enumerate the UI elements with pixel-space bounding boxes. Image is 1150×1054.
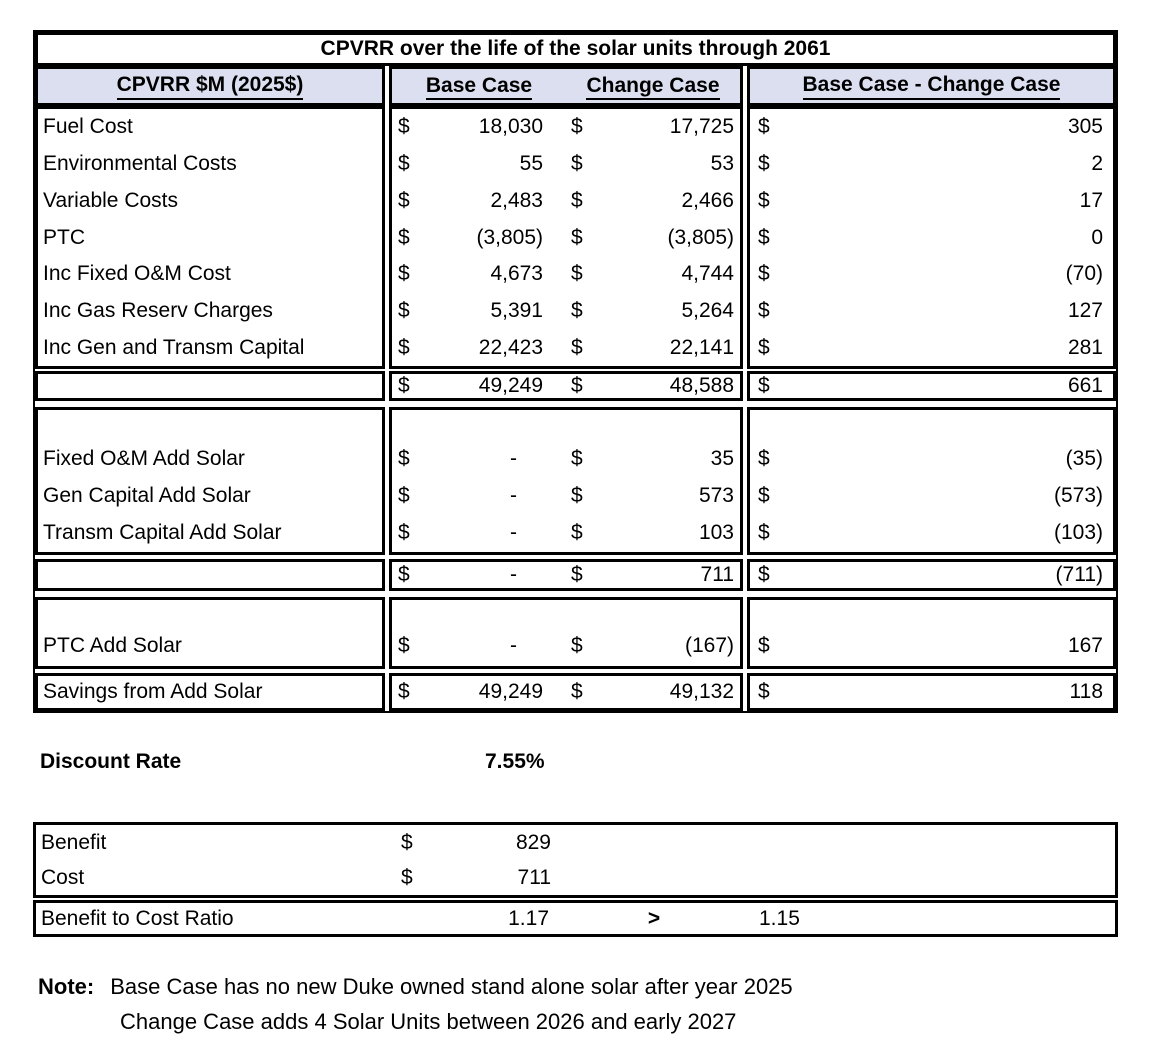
change-value: (167) <box>684 634 734 657</box>
base-value: - <box>510 521 517 545</box>
currency-symbol: $ <box>758 446 770 470</box>
diff-value: (103) <box>1053 521 1103 545</box>
row-label: Environmental Costs <box>43 152 237 176</box>
currency-symbol: $ <box>758 483 770 507</box>
total-row-values <box>389 371 743 401</box>
table-row <box>36 825 1115 860</box>
title-band <box>35 32 1116 66</box>
note-label: Note: <box>38 974 95 999</box>
table-row <box>392 676 740 708</box>
benefit-value: 829 <box>515 830 551 854</box>
table-row <box>392 515 740 552</box>
section-ptc-values <box>389 597 743 669</box>
currency-symbol: $ <box>758 115 770 139</box>
table-row <box>750 146 1113 183</box>
row-label: Inc Gen and Transm Capital <box>43 335 305 359</box>
diff-total: (711) <box>1055 563 1103 586</box>
note-block <box>38 974 793 1035</box>
base-value: 4,673 <box>490 262 543 286</box>
section-add-solar-labels <box>35 407 385 555</box>
table-row <box>392 182 740 219</box>
benefit-cost-ratio-row <box>33 900 1118 937</box>
change-value: 4,744 <box>681 262 734 286</box>
table-row <box>392 562 740 588</box>
section-costs <box>35 106 1116 369</box>
change-total: 48,588 <box>669 374 734 397</box>
column-header-label-text: CPVRR $M (2025$) <box>117 73 304 100</box>
currency-symbol: $ <box>571 446 583 470</box>
currency-symbol: $ <box>398 188 410 212</box>
table-row <box>750 182 1113 219</box>
currency-symbol: $ <box>398 521 410 545</box>
row-label: Fixed O&M Add Solar <box>43 446 245 470</box>
benefit-cost-table <box>33 822 1118 898</box>
row-label: Savings from Add Solar <box>43 680 263 703</box>
table-row <box>392 146 740 183</box>
note-line-2: Change Case adds 4 Solar Units between 2026 and early 2027 <box>120 1009 737 1034</box>
discount-rate-row <box>40 750 545 780</box>
table-row <box>392 256 740 293</box>
currency-symbol: $ <box>398 446 410 470</box>
currency-symbol: $ <box>401 865 413 889</box>
change-value: 22,141 <box>669 335 734 359</box>
column-header-change: Change Case <box>586 74 719 100</box>
base-total: 49,249 <box>478 680 543 703</box>
table-row <box>750 256 1113 293</box>
currency-symbol: $ <box>571 483 583 507</box>
table-row <box>750 374 1113 398</box>
diff-value: 17 <box>1079 188 1103 212</box>
base-value: - <box>510 483 517 507</box>
change-value: 5,264 <box>681 298 734 322</box>
discount-rate-label: Discount Rate <box>40 750 182 773</box>
currency-symbol: $ <box>571 374 583 397</box>
currency-symbol: $ <box>571 115 583 139</box>
row-label: Cost <box>41 865 85 889</box>
ratio-value: 1.17 <box>508 906 549 930</box>
section-ptc-diffs <box>747 597 1116 669</box>
cost-value: 711 <box>517 865 551 889</box>
total-row-diff <box>747 559 1116 591</box>
table-row <box>750 676 1113 708</box>
currency-symbol: $ <box>571 634 583 657</box>
base-value: 2,483 <box>490 188 543 212</box>
section-costs-labels <box>35 106 385 369</box>
row-label: Variable Costs <box>43 188 179 212</box>
currency-symbol: $ <box>758 680 770 703</box>
total-row-diff <box>747 371 1116 401</box>
ratio-label: Benefit to Cost Ratio <box>41 906 234 930</box>
diff-total: 118 <box>1069 680 1103 703</box>
currency-symbol: $ <box>571 188 583 212</box>
base-total: - <box>510 563 517 586</box>
table-row <box>750 477 1113 514</box>
change-value: 53 <box>710 152 734 176</box>
currency-symbol: $ <box>398 115 410 139</box>
change-value: 2,466 <box>681 188 734 212</box>
base-value: 22,423 <box>478 335 543 359</box>
table-row <box>750 626 1113 666</box>
currency-symbol: $ <box>398 262 410 286</box>
change-value: 35 <box>710 446 734 470</box>
table-row <box>392 440 740 477</box>
table-row <box>750 515 1113 552</box>
diff-value: 127 <box>1067 298 1103 322</box>
currency-symbol: $ <box>571 152 583 176</box>
table-row <box>392 374 740 398</box>
table-row <box>392 626 740 666</box>
row-label: Benefit <box>41 830 107 854</box>
change-total: 49,132 <box>669 680 734 703</box>
table-row <box>392 109 740 146</box>
total-add-solar-band <box>35 559 1116 591</box>
row-label: PTC <box>43 225 85 249</box>
currency-symbol: $ <box>758 225 770 249</box>
column-header-label <box>35 66 385 106</box>
table-row <box>750 109 1113 146</box>
currency-symbol: $ <box>571 262 583 286</box>
base-total: 49,249 <box>478 374 543 397</box>
base-value: 18,030 <box>478 115 543 139</box>
column-header-diff-text: Base Case - Change Case <box>803 73 1061 100</box>
base-value: - <box>510 634 517 657</box>
diff-value: 167 <box>1067 634 1103 657</box>
total-row-label <box>35 371 385 401</box>
currency-symbol: $ <box>758 298 770 322</box>
currency-symbol: $ <box>571 521 583 545</box>
currency-symbol: $ <box>758 152 770 176</box>
currency-symbol: $ <box>398 634 410 657</box>
greater-than-symbol: > <box>647 906 661 930</box>
currency-symbol: $ <box>398 152 410 176</box>
row-label: Inc Gas Reserv Charges <box>43 298 273 322</box>
table-row <box>36 860 1115 895</box>
diff-value: 0 <box>1091 225 1103 249</box>
table-row <box>750 440 1113 477</box>
section-add-solar-diffs <box>747 407 1116 555</box>
currency-symbol: $ <box>758 335 770 359</box>
currency-symbol: $ <box>758 563 770 586</box>
row-label: Gen Capital Add Solar <box>43 483 251 507</box>
table-row <box>392 219 740 256</box>
savings-label-box <box>35 673 385 711</box>
savings-band <box>35 673 1116 711</box>
base-value: (3,805) <box>476 225 543 249</box>
section-costs-values <box>389 106 743 369</box>
change-value: (3,805) <box>667 225 734 249</box>
currency-symbol: $ <box>401 830 413 854</box>
currency-symbol: $ <box>398 563 410 586</box>
currency-symbol: $ <box>571 680 583 703</box>
table-row <box>392 293 740 330</box>
base-value: - <box>510 446 517 470</box>
section-ptc-add-solar <box>35 597 1116 669</box>
table-row <box>392 329 740 366</box>
currency-symbol: $ <box>398 335 410 359</box>
change-total: 711 <box>700 563 734 586</box>
row-label: Fuel Cost <box>43 115 133 139</box>
change-value: 103 <box>698 521 734 545</box>
header-band <box>35 66 1116 106</box>
currency-symbol: $ <box>398 225 410 249</box>
total-row-values <box>389 559 743 591</box>
note-line-1: Base Case has no new Duke owned stand alone solar after year 2025 <box>110 974 793 999</box>
section-costs-diffs <box>747 106 1116 369</box>
table-row <box>750 219 1113 256</box>
section-add-solar-values <box>389 407 743 555</box>
diff-value: (573) <box>1053 483 1103 507</box>
currency-symbol: $ <box>571 335 583 359</box>
currency-symbol: $ <box>758 634 770 657</box>
change-value: 573 <box>698 483 734 507</box>
section-ptc-labels <box>35 597 385 669</box>
base-value: 55 <box>519 152 543 176</box>
table-row <box>750 293 1113 330</box>
currency-symbol: $ <box>758 262 770 286</box>
row-label: PTC Add Solar <box>43 634 182 657</box>
diff-total: 661 <box>1067 374 1103 397</box>
column-header-cases <box>389 66 743 106</box>
table-row <box>392 477 740 514</box>
total-row-label <box>35 559 385 591</box>
table-row <box>750 329 1113 366</box>
row-label <box>38 374 382 398</box>
diff-value: (35) <box>1065 446 1103 470</box>
table-title: CPVRR over the life of the solar units through 2061 <box>35 32 1116 66</box>
currency-symbol: $ <box>398 680 410 703</box>
change-value: 17,725 <box>669 115 734 139</box>
ratio-threshold: 1.15 <box>759 906 800 930</box>
savings-diff-box <box>747 673 1116 711</box>
section-add-solar <box>35 407 1116 555</box>
currency-symbol: $ <box>398 374 410 397</box>
column-header-diff <box>747 66 1116 106</box>
discount-rate-value: 7.55% <box>485 750 545 773</box>
currency-symbol: $ <box>398 298 410 322</box>
currency-symbol: $ <box>571 298 583 322</box>
diff-value: (70) <box>1065 262 1103 286</box>
currency-symbol: $ <box>398 483 410 507</box>
currency-symbol: $ <box>758 188 770 212</box>
base-value: 5,391 <box>490 298 543 322</box>
row-label: Inc Fixed O&M Cost <box>43 262 231 286</box>
currency-symbol: $ <box>758 521 770 545</box>
savings-values-box <box>389 673 743 711</box>
diff-value: 281 <box>1067 335 1103 359</box>
table-row <box>750 562 1113 588</box>
total-costs-band <box>35 371 1116 401</box>
row-label: Transm Capital Add Solar <box>43 521 282 545</box>
currency-symbol: $ <box>571 563 583 586</box>
diff-value: 305 <box>1067 115 1103 139</box>
column-header-base: Base Case <box>426 74 532 100</box>
row-label <box>38 562 382 588</box>
cpvrr-table <box>33 30 1118 713</box>
currency-symbol: $ <box>571 225 583 249</box>
currency-symbol: $ <box>758 374 770 397</box>
diff-value: 2 <box>1091 152 1103 176</box>
